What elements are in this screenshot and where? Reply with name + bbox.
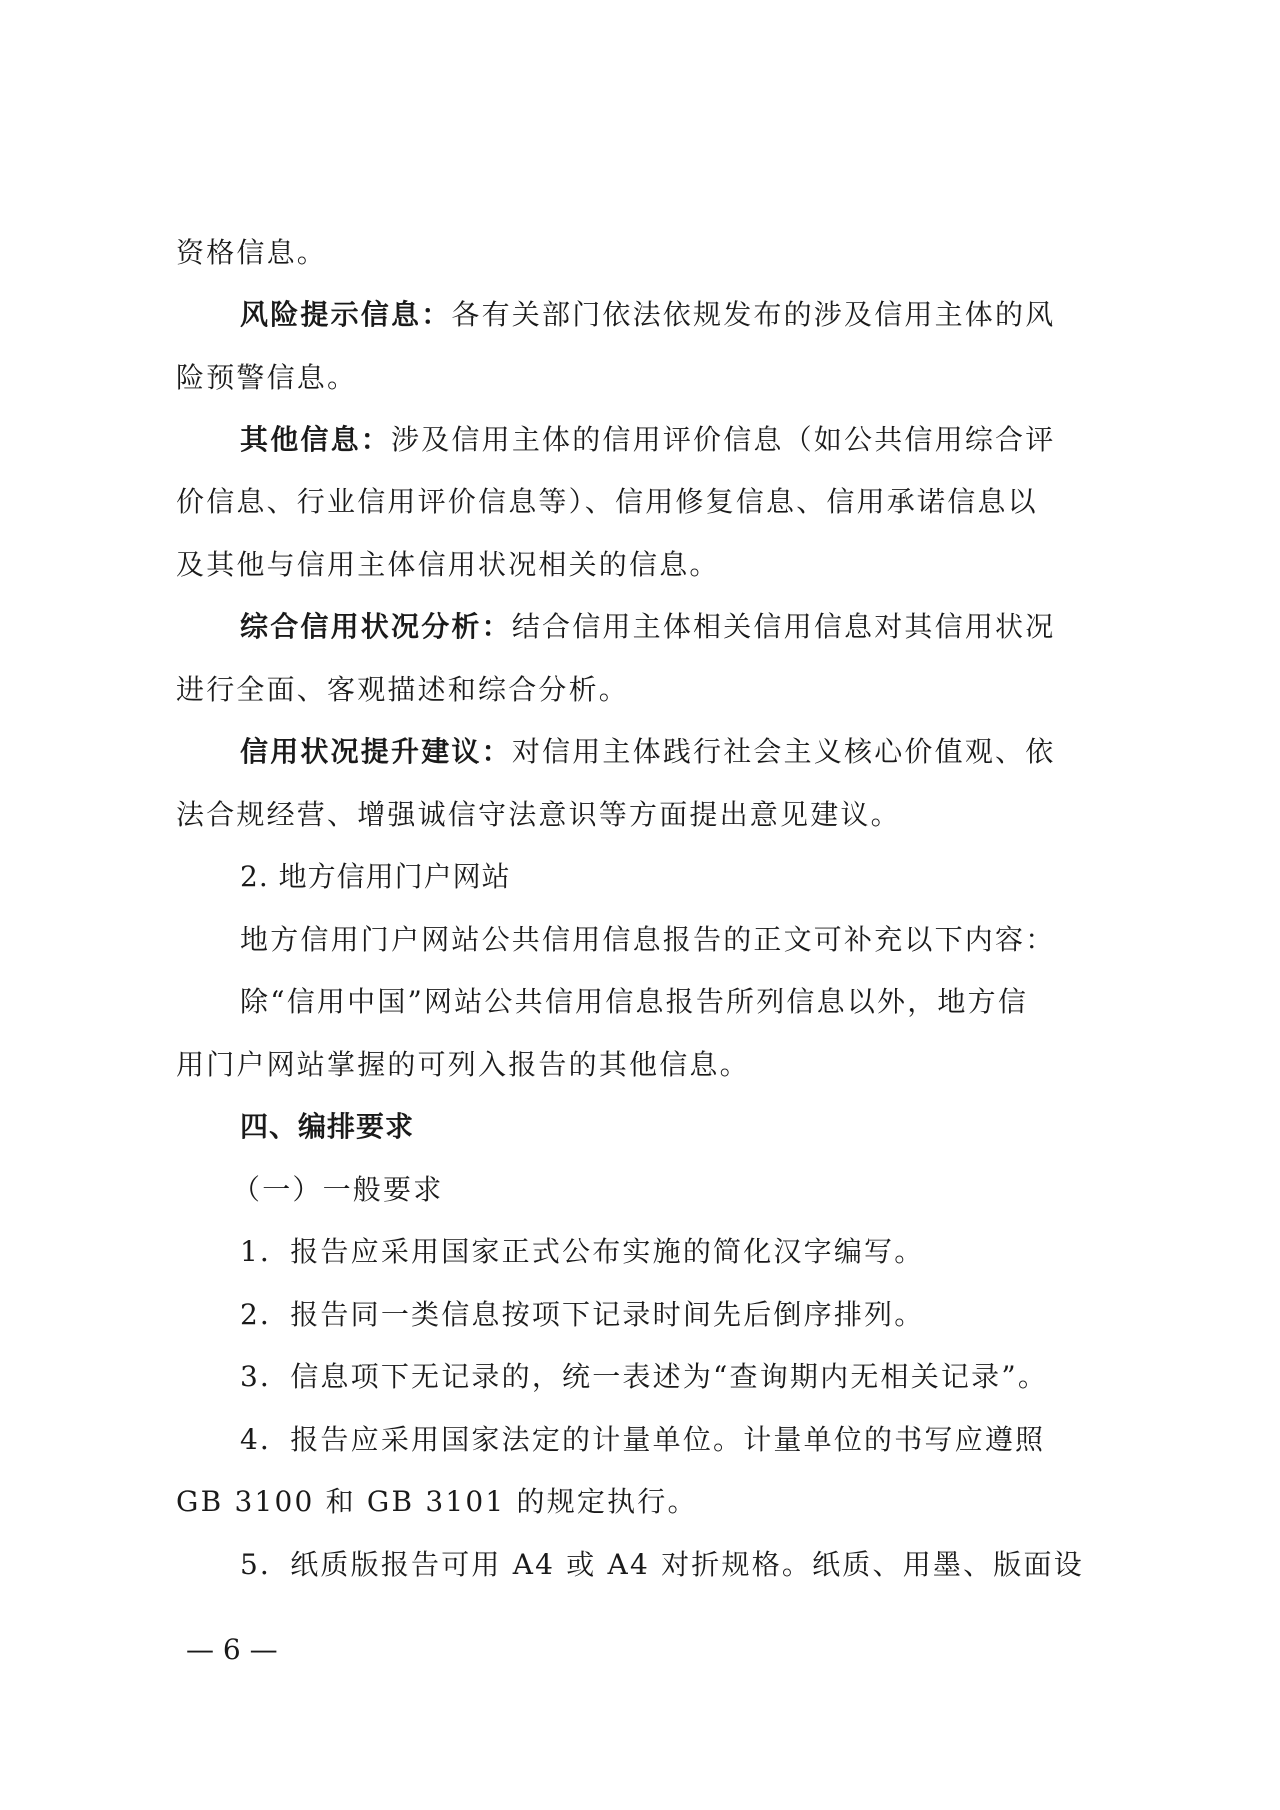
section-heading: 四、编排要求 bbox=[240, 1110, 415, 1143]
body-line: GB 3100 和 GB 3101 的规定执行。 bbox=[176, 1485, 698, 1518]
body-line: 除“信用中国”网站公共信用信息报告所列信息以外，地方信 bbox=[240, 985, 1029, 1018]
term-label: 风险提示信息： bbox=[240, 298, 452, 331]
list-item: 3．信息项下无记录的，统一表述为“查询期内无相关记录”。 bbox=[240, 1360, 1049, 1393]
body-line: 法合规经营、增强诚信守法意识等方面提出意见建议。 bbox=[176, 798, 901, 831]
page-number: — 6 — bbox=[186, 1633, 278, 1666]
term-label: 信用状况提升建议： bbox=[240, 735, 512, 768]
term-label: 其他信息： bbox=[240, 423, 392, 456]
list-item: 4．报告应采用国家法定的计量单位。计量单位的书写应遵照 bbox=[240, 1423, 1046, 1456]
body-line: 及其他与信用主体信用状况相关的信息。 bbox=[176, 548, 720, 581]
subsection-heading: （一）一般要求 bbox=[232, 1173, 444, 1206]
paragraph-risk-warning: 风险提示信息：各有关部门依法依规发布的涉及信用主体的风 bbox=[240, 298, 1056, 331]
term-label: 综合信用状况分析： bbox=[240, 610, 512, 643]
paragraph-other-info: 其他信息：涉及信用主体的信用评价信息（如公共信用综合评 bbox=[240, 423, 1056, 456]
subsection-heading: 2. 地方信用门户网站 bbox=[240, 860, 511, 893]
paragraph-credit-suggestion: 信用状况提升建议：对信用主体践行社会主义核心价值观、依 bbox=[240, 735, 1056, 768]
body-line-continuation: 资格信息。 bbox=[176, 236, 328, 269]
paragraph-credit-analysis: 综合信用状况分析：结合信用主体相关信用信息对其信用状况 bbox=[240, 610, 1056, 643]
body-line: 用门户网站掌握的可列入报告的其他信息。 bbox=[176, 1048, 750, 1081]
list-item: 5．纸质版报告可用 A4 或 A4 对折规格。纸质、用墨、版面设 bbox=[240, 1548, 1084, 1581]
body-line: 险预警信息。 bbox=[176, 361, 358, 394]
list-item: 2．报告同一类信息按项下记录时间先后倒序排列。 bbox=[240, 1298, 925, 1331]
body-line: 价信息、行业信用评价信息等）、信用修复信息、信用承诺信息以 bbox=[176, 485, 1038, 518]
body-line: 进行全面、客观描述和综合分析。 bbox=[176, 673, 630, 706]
list-item: 1．报告应采用国家正式公布实施的简化汉字编写。 bbox=[240, 1235, 925, 1268]
body-line: 地方信用门户网站公共信用信息报告的正文可补充以下内容： bbox=[240, 923, 1056, 956]
